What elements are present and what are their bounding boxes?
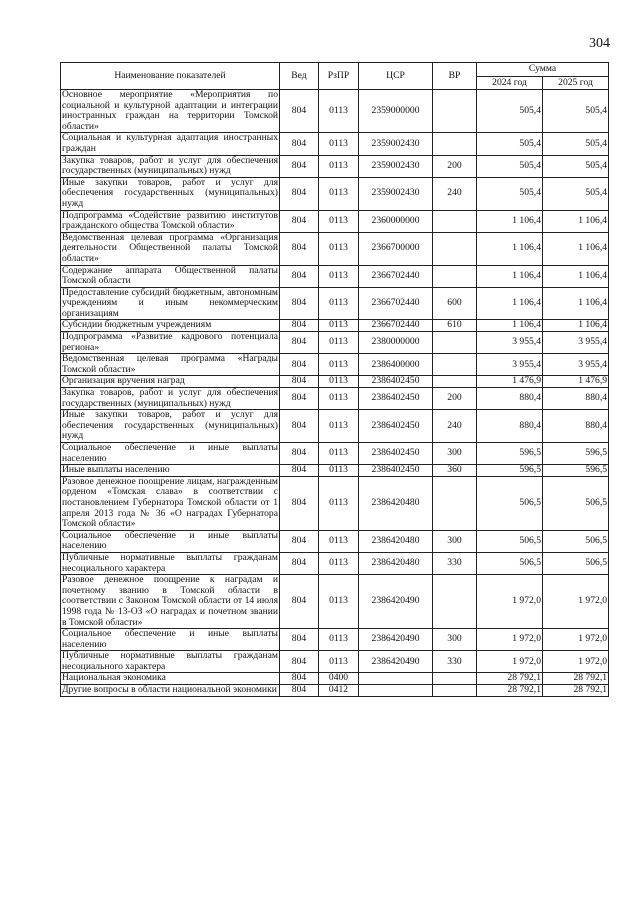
row-name: Закупка товаров, работ и услуг для обеспечения государственных (муниципальных) нужд [62,154,278,177]
row-sum-2024: 506,5 [477,552,543,574]
row-name: Иные закупки товаров, работ и услуг для обеспечения государственных (муниципальных) нужд [62,409,278,442]
row-sum-2024: 1 106,4 [477,265,543,287]
row-name: Социальная и культурная адаптация иностранных граждан [62,132,278,154]
row-rzpr: 0113 [319,177,359,210]
row-sum-2025: 1 106,4 [543,265,609,287]
row-vr: 300 [433,443,477,465]
row-name: Социальное обеспечение и иные выплаты населению [62,628,278,650]
row-name: Ведомственная целевая программа «Награды Томской области» [62,353,278,375]
table-row [61,376,609,388]
row-name: Публичные нормативные выплаты гражданам несоциального характера [62,551,278,574]
row-sum-2025: 1 476,9 [543,376,609,388]
row-csr: 2386402450 [359,465,433,477]
row-ved: 804 [280,629,319,651]
row-vr [433,376,477,388]
row-ved: 804 [280,476,319,530]
row-vr: 300 [433,629,477,651]
row-name: Основное мероприятие «Мероприятия по социальной и культурной адаптации и интеграции иностранных граждан на территории Томской области» [62,89,278,132]
row-vr [433,90,477,133]
row-csr: 2386420490 [359,629,433,651]
header-year-2024: 2024 год [477,77,543,90]
row-ved: 804 [280,575,319,629]
row-sum-2024: 505,4 [477,155,543,177]
row-rzpr: 0113 [319,133,359,155]
row-name: Национальная экономика [61,673,280,685]
row-vr [433,685,477,697]
row-sum-2025: 506,5 [543,476,609,530]
row-rzpr: 0113 [319,465,359,477]
row-rzpr: 0113 [319,210,359,232]
table-row [61,177,609,210]
row-vr [433,133,477,155]
row-ved: 804 [280,376,319,388]
row-rzpr: 0113 [319,232,359,265]
row-csr: 2386420490 [359,651,433,673]
table-row [61,210,609,232]
table-row [61,552,609,574]
row-sum-2024: 505,4 [477,177,543,210]
row-sum-2024: 3 955,4 [477,354,543,376]
row-sum-2024: 506,5 [477,476,543,530]
row-sum-2024: 880,4 [477,388,543,410]
row-rzpr: 0113 [319,354,359,376]
row-sum-2024: 3 955,4 [477,332,543,354]
table-row [61,232,609,265]
row-sum-2024: 1 106,4 [477,320,543,332]
row-sum-2025: 505,4 [543,90,609,133]
header-vr: ВР [433,63,477,90]
row-vr: 200 [433,155,477,177]
row-sum-2024: 1 476,9 [477,376,543,388]
row-vr [433,575,477,629]
row-sum-2025: 1 972,0 [543,629,609,651]
header-csr: ЦСР [359,63,433,90]
row-sum-2024: 506,5 [477,530,543,552]
row-csr: 2366702440 [359,265,433,287]
table-row [61,133,609,155]
row-sum-2025: 506,5 [543,552,609,574]
table-row [61,685,609,697]
table-row [61,465,609,477]
header-rzpr: РзПР [319,63,359,90]
page-number: 304 [589,36,610,51]
row-rzpr: 0113 [319,552,359,574]
table-row [61,320,609,332]
row-rzpr: 0113 [319,90,359,133]
row-ved: 804 [280,332,319,354]
row-sum-2024: 505,4 [477,133,543,155]
row-csr: 2386400000 [359,354,433,376]
row-csr: 2386402450 [359,388,433,410]
row-vr: 600 [433,287,477,320]
row-sum-2024: 1 972,0 [477,575,543,629]
row-rzpr: 0113 [319,410,359,443]
row-rzpr: 0113 [319,629,359,651]
row-vr: 300 [433,530,477,552]
row-ved: 804 [280,133,319,155]
row-name: Предоставление субсидий бюджетным, автономным учреждениям и иным некоммерческим организациям [62,286,278,319]
row-csr: 2359000000 [359,90,433,133]
row-name: Социальное обеспечение и иные выплаты населению [62,529,278,552]
row-sum-2025: 1 972,0 [543,575,609,629]
row-csr [359,685,433,697]
row-ved: 804 [280,155,319,177]
table-row [61,575,609,629]
row-csr [359,673,433,685]
row-ved: 804 [280,287,319,320]
row-rzpr: 0412 [319,685,359,697]
row-sum-2024: 505,4 [477,90,543,133]
row-sum-2025: 880,4 [543,388,609,410]
row-sum-2025: 28 792,1 [543,673,609,685]
row-ved: 804 [280,265,319,287]
row-ved: 804 [280,673,319,685]
row-rzpr: 0113 [319,443,359,465]
row-sum-2025: 1 106,4 [543,210,609,232]
row-rzpr: 0113 [319,265,359,287]
row-sum-2025: 506,5 [543,530,609,552]
row-sum-2025: 596,5 [543,443,609,465]
row-vr [433,673,477,685]
row-sum-2024: 880,4 [477,410,543,443]
header-name: Наименование показателей [61,63,280,90]
row-name: Содержание аппарата Общественной палаты Томской области [62,264,278,287]
row-name: Организация вручения наград [61,376,280,388]
row-name: Подпрограмма «Содействие развитию институтов гражданского общества Томской области» [62,209,278,232]
row-ved: 804 [280,410,319,443]
header-ved: Вед [280,63,319,90]
row-csr: 2359002430 [359,155,433,177]
row-vr [433,476,477,530]
row-vr: 330 [433,651,477,673]
row-rzpr: 0113 [319,476,359,530]
row-vr: 330 [433,552,477,574]
row-vr: 200 [433,388,477,410]
row-csr: 2386402450 [359,376,433,388]
row-sum-2024: 596,5 [477,443,543,465]
row-rzpr: 0400 [319,673,359,685]
row-csr: 2359002430 [359,177,433,210]
table-row [61,90,609,133]
row-csr: 2366702440 [359,320,433,332]
row-name: Разовое денежное поощрение лицам, награжденным орденом «Томская слава» в соответствии с постановлением Губернатора Томской области от 1 апреля 2013 года № 36 «О наградах Губернатора Томской области» [62,475,278,530]
table-row [61,410,609,443]
row-sum-2024: 1 106,4 [477,210,543,232]
row-vr: 610 [433,320,477,332]
row-name: Социальное обеспечение и иные выплаты населению [62,442,278,464]
row-csr: 2386420480 [359,552,433,574]
row-ved: 804 [280,320,319,332]
row-sum-2025: 1 106,4 [543,232,609,265]
row-sum-2025: 505,4 [543,133,609,155]
row-ved: 804 [280,552,319,574]
row-ved: 804 [280,210,319,232]
row-name: Иные закупки товаров, работ и услуг для обеспечения государственных (муниципальных) нужд [62,176,278,209]
row-csr: 2359002430 [359,133,433,155]
row-sum-2024: 596,5 [477,465,543,477]
row-vr: 360 [433,465,477,477]
row-csr: 2380000000 [359,332,433,354]
row-name: Закупка товаров, работ и услуг для обеспечения государственных (муниципальных) нужд [62,387,278,409]
row-name: Иные выплаты населению [61,465,280,477]
row-ved: 804 [280,685,319,697]
row-ved: 804 [280,354,319,376]
row-ved: 804 [280,232,319,265]
row-sum-2025: 28 792,1 [543,685,609,697]
row-csr: 2386420480 [359,530,433,552]
row-sum-2024: 1 106,4 [477,287,543,320]
table-row [61,629,609,651]
row-rzpr: 0113 [319,530,359,552]
row-ved: 804 [280,651,319,673]
row-sum-2024: 1 972,0 [477,629,543,651]
row-sum-2025: 1 106,4 [543,320,609,332]
row-vr [433,265,477,287]
row-sum-2025: 3 955,4 [543,354,609,376]
row-csr: 2386402450 [359,410,433,443]
table-row [61,155,609,177]
row-sum-2025: 1 106,4 [543,287,609,320]
table-row [61,651,609,673]
row-sum-2024: 28 792,1 [477,673,543,685]
table-row [61,476,609,530]
row-rzpr: 0113 [319,320,359,332]
budget-table [60,62,609,697]
table-row [61,332,609,354]
row-sum-2025: 505,4 [543,155,609,177]
row-rzpr: 0113 [319,287,359,320]
header-sum: Сумма [477,63,609,77]
row-vr [433,232,477,265]
row-csr: 2360000000 [359,210,433,232]
row-ved: 804 [280,177,319,210]
row-name: Подпрограмма «Развитие кадрового потенциала региона» [62,331,278,353]
row-name: Субсидии бюджетным учреждениям [61,320,280,332]
table-row [61,265,609,287]
table-row [61,287,609,320]
row-sum-2025: 596,5 [543,465,609,477]
table-row [61,443,609,465]
row-sum-2025: 505,4 [543,177,609,210]
row-rzpr: 0113 [319,376,359,388]
row-ved: 804 [280,90,319,133]
row-vr [433,332,477,354]
row-sum-2025: 880,4 [543,410,609,443]
row-sum-2025: 1 972,0 [543,651,609,673]
table-row [61,388,609,410]
row-sum-2024: 1 972,0 [477,651,543,673]
row-name: Разовое денежное поощрение к наградам и почетному званию в Томской области в соответствии с Законом Томской области от 14 июля 1998 года № 13-ОЗ «О наградах и почетном звании в Томской области» [62,574,278,628]
row-csr: 2386402450 [359,443,433,465]
row-rzpr: 0113 [319,155,359,177]
row-ved: 804 [280,530,319,552]
row-ved: 804 [280,465,319,477]
row-sum-2025: 3 955,4 [543,332,609,354]
row-ved: 804 [280,388,319,410]
row-csr: 2366702440 [359,287,433,320]
row-csr: 2366700000 [359,232,433,265]
row-csr: 2386420490 [359,575,433,629]
row-name: Другие вопросы в области национальной экономики [61,685,280,697]
table-row [61,354,609,376]
table-row [61,530,609,552]
header-year-2025: 2025 год [543,77,609,90]
row-vr [433,354,477,376]
row-vr [433,210,477,232]
row-name: Ведомственная целевая программа «Организация деятельности Общественной палаты Томской области» [62,231,278,264]
row-rzpr: 0113 [319,388,359,410]
row-rzpr: 0113 [319,651,359,673]
row-ved: 804 [280,443,319,465]
row-rzpr: 0113 [319,332,359,354]
row-csr: 2386420480 [359,476,433,530]
row-vr: 240 [433,177,477,210]
row-sum-2024: 28 792,1 [477,685,543,697]
table-row [61,673,609,685]
row-name: Публичные нормативные выплаты гражданам несоциального характера [62,650,278,672]
row-sum-2024: 1 106,4 [477,232,543,265]
row-rzpr: 0113 [319,575,359,629]
row-vr: 240 [433,410,477,443]
